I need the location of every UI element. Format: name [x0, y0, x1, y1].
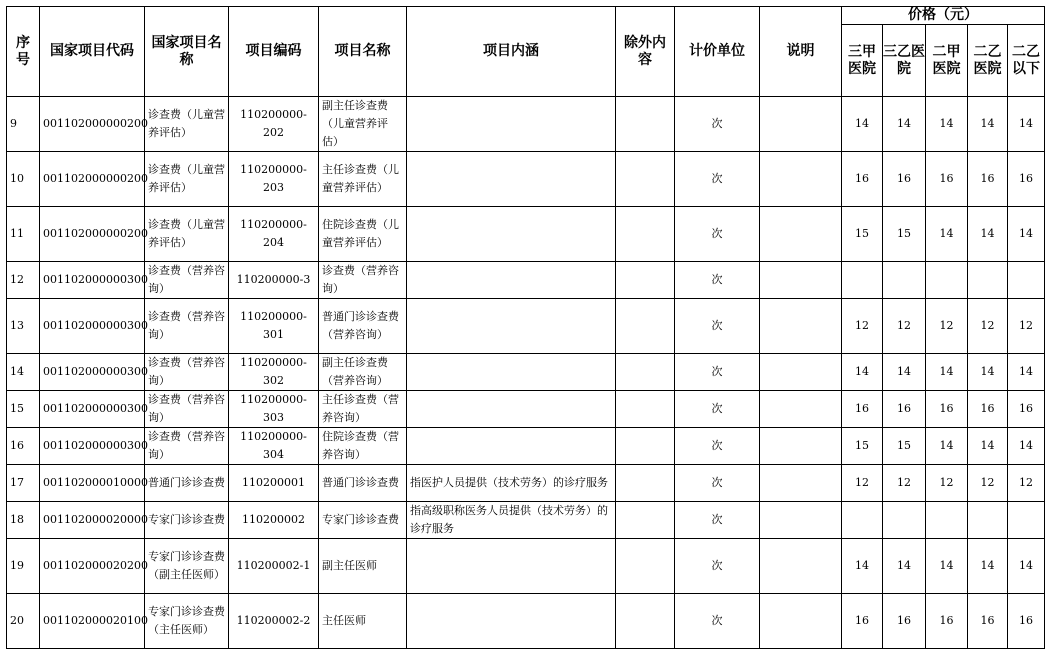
- cell-national-name: 专家门诊诊查费: [145, 502, 229, 539]
- cell-note: [760, 354, 842, 391]
- table-row: [7, 594, 1045, 649]
- cell-note: [760, 207, 842, 262]
- cell-item-code: 110200000-202: [229, 97, 319, 152]
- header-item-code: 项目编码: [229, 7, 319, 97]
- cell-price: 16: [842, 594, 883, 649]
- header-price-level: 二乙医院: [968, 25, 1008, 97]
- header-price-level: 二甲医院: [926, 25, 968, 97]
- cell-price: 14: [926, 207, 968, 262]
- cell-item-code: 110200000-303: [229, 391, 319, 428]
- cell-price: 12: [926, 299, 968, 354]
- cell-item-code: 110200000-304: [229, 428, 319, 465]
- cell-price: 16: [968, 391, 1008, 428]
- cell-seq: 10: [7, 152, 40, 207]
- cell-item-code: 110200000-301: [229, 299, 319, 354]
- cell-price: 14: [883, 539, 926, 594]
- cell-price: 16: [842, 152, 883, 207]
- cell-price: 16: [926, 391, 968, 428]
- cell-national-name: 诊查费（儿童营养评估）: [145, 152, 229, 207]
- table-row: [7, 465, 1045, 502]
- cell-item-name: 副主任诊查费（营养咨询）: [319, 354, 407, 391]
- cell-price: 12: [1008, 465, 1045, 502]
- cell-note: [760, 465, 842, 502]
- cell-seq: 17: [7, 465, 40, 502]
- cell-note: [760, 502, 842, 539]
- cell-price: [842, 262, 883, 299]
- cell-price: 14: [1008, 539, 1045, 594]
- cell-price: 14: [926, 428, 968, 465]
- cell-price: 12: [883, 465, 926, 502]
- cell-national-code: 001102000000300: [40, 391, 145, 428]
- cell-price: 15: [883, 207, 926, 262]
- cell-price: 14: [926, 97, 968, 152]
- cell-price: 16: [883, 152, 926, 207]
- cell-national-name: 专家门诊诊查费（主任医师）: [145, 594, 229, 649]
- header-price-level: 三甲医院: [842, 25, 883, 97]
- cell-price: 14: [968, 207, 1008, 262]
- cell-note: [760, 428, 842, 465]
- cell-price: 14: [842, 354, 883, 391]
- table-row: [7, 207, 1045, 262]
- cell-price: 12: [1008, 299, 1045, 354]
- cell-seq: 15: [7, 391, 40, 428]
- cell-excluded: [616, 207, 675, 262]
- cell-item-code: 110200000-204: [229, 207, 319, 262]
- table-row: [7, 502, 1045, 539]
- cell-item-code: 110200002: [229, 502, 319, 539]
- cell-price: 14: [968, 97, 1008, 152]
- cell-item-code: 110200000-203: [229, 152, 319, 207]
- cell-national-code: 001102000020200: [40, 539, 145, 594]
- cell-content: 指医护人员提供（技术劳务）的诊疗服务: [407, 465, 616, 502]
- cell-price: 16: [968, 594, 1008, 649]
- table-row: [7, 152, 1045, 207]
- header-seq: 序号: [7, 7, 40, 97]
- cell-note: [760, 97, 842, 152]
- cell-item-code: 110200000-3: [229, 262, 319, 299]
- cell-price: [883, 262, 926, 299]
- table-row: [7, 428, 1045, 465]
- cell-price: 16: [1008, 152, 1045, 207]
- cell-unit: 次: [675, 465, 760, 502]
- cell-unit: 次: [675, 299, 760, 354]
- table-body: [7, 97, 1045, 649]
- cell-national-code: 001102000020100: [40, 594, 145, 649]
- cell-seq: 9: [7, 97, 40, 152]
- cell-unit: 次: [675, 428, 760, 465]
- cell-national-name: 诊查费（营养咨询）: [145, 299, 229, 354]
- cell-price: 14: [1008, 428, 1045, 465]
- cell-note: [760, 594, 842, 649]
- cell-price: 16: [883, 391, 926, 428]
- cell-excluded: [616, 465, 675, 502]
- cell-seq: 12: [7, 262, 40, 299]
- cell-seq: 14: [7, 354, 40, 391]
- cell-national-code: 001102000000200: [40, 97, 145, 152]
- table-row: [7, 539, 1045, 594]
- cell-unit: 次: [675, 97, 760, 152]
- cell-item-name: 普通门诊诊查费: [319, 465, 407, 502]
- cell-national-name: 专家门诊诊查费（副主任医师）: [145, 539, 229, 594]
- cell-national-name: 诊查费（营养咨询）: [145, 262, 229, 299]
- cell-national-code: 001102000000300: [40, 354, 145, 391]
- cell-content: 指高级职称医务人员提供（技术劳务）的诊疗服务: [407, 502, 616, 539]
- cell-national-name: 普通门诊诊查费: [145, 465, 229, 502]
- cell-excluded: [616, 502, 675, 539]
- header-price-level: 三乙医院: [883, 25, 926, 97]
- cell-unit: 次: [675, 391, 760, 428]
- cell-price: 12: [842, 299, 883, 354]
- cell-price: 16: [926, 152, 968, 207]
- cell-excluded: [616, 391, 675, 428]
- cell-unit: 次: [675, 152, 760, 207]
- cell-item-code: 110200002-1: [229, 539, 319, 594]
- cell-item-name: 副主任诊查费（儿童营养评估）: [319, 97, 407, 152]
- cell-content: [407, 539, 616, 594]
- cell-price: 14: [968, 354, 1008, 391]
- cell-price: 14: [1008, 207, 1045, 262]
- cell-price: 14: [968, 428, 1008, 465]
- cell-price: [842, 502, 883, 539]
- header-note: 说明: [760, 7, 842, 97]
- cell-unit: 次: [675, 262, 760, 299]
- cell-price: 16: [842, 391, 883, 428]
- cell-item-name: 主任诊查费（营养咨询）: [319, 391, 407, 428]
- cell-content: [407, 97, 616, 152]
- cell-item-name: 主任医师: [319, 594, 407, 649]
- cell-seq: 19: [7, 539, 40, 594]
- cell-national-code: 001102000000200: [40, 152, 145, 207]
- header-national-name: 国家项目名称: [145, 7, 229, 97]
- cell-price: 14: [926, 539, 968, 594]
- cell-note: [760, 539, 842, 594]
- cell-price: 14: [1008, 354, 1045, 391]
- cell-national-code: 001102000020000: [40, 502, 145, 539]
- cell-seq: 16: [7, 428, 40, 465]
- cell-price: 15: [883, 428, 926, 465]
- cell-seq: 20: [7, 594, 40, 649]
- cell-content: [407, 207, 616, 262]
- cell-content: [407, 152, 616, 207]
- cell-item-code: 110200001: [229, 465, 319, 502]
- cell-content: [407, 391, 616, 428]
- price-table: [6, 6, 1045, 649]
- cell-national-code: 001102000000300: [40, 262, 145, 299]
- cell-note: [760, 391, 842, 428]
- cell-item-code: 110200000-302: [229, 354, 319, 391]
- table-row: [7, 97, 1045, 152]
- cell-excluded: [616, 594, 675, 649]
- cell-price: 14: [883, 97, 926, 152]
- cell-unit: 次: [675, 539, 760, 594]
- cell-item-code: 110200002-2: [229, 594, 319, 649]
- cell-price: 12: [883, 299, 926, 354]
- header-price-level: 二乙以下: [1008, 25, 1045, 97]
- cell-note: [760, 299, 842, 354]
- header-national-code: 国家项目代码: [40, 7, 145, 97]
- table-row: [7, 354, 1045, 391]
- cell-price: 16: [1008, 594, 1045, 649]
- table-row: [7, 262, 1045, 299]
- cell-price: 15: [842, 207, 883, 262]
- table-row: [7, 299, 1045, 354]
- cell-item-name: 副主任医师: [319, 539, 407, 594]
- cell-price: 14: [842, 539, 883, 594]
- cell-excluded: [616, 539, 675, 594]
- cell-price: 12: [968, 465, 1008, 502]
- header-item-name: 项目名称: [319, 7, 407, 97]
- cell-unit: 次: [675, 354, 760, 391]
- cell-price: 14: [926, 354, 968, 391]
- cell-price: 16: [968, 152, 1008, 207]
- cell-seq: 18: [7, 502, 40, 539]
- cell-content: [407, 428, 616, 465]
- cell-price: 15: [842, 428, 883, 465]
- cell-content: [407, 594, 616, 649]
- cell-price: [1008, 502, 1045, 539]
- cell-content: [407, 262, 616, 299]
- cell-price: [968, 502, 1008, 539]
- cell-price: [968, 262, 1008, 299]
- cell-price: 12: [968, 299, 1008, 354]
- cell-price: 12: [842, 465, 883, 502]
- cell-note: [760, 152, 842, 207]
- cell-price: [926, 262, 968, 299]
- cell-excluded: [616, 97, 675, 152]
- cell-seq: 11: [7, 207, 40, 262]
- cell-national-name: 诊查费（儿童营养评估）: [145, 97, 229, 152]
- cell-national-name: 诊查费（营养咨询）: [145, 391, 229, 428]
- cell-national-name: 诊查费（营养咨询）: [145, 354, 229, 391]
- cell-national-code: 001102000000300: [40, 428, 145, 465]
- cell-item-name: 主任诊查费（儿童营养评估）: [319, 152, 407, 207]
- cell-national-name: 诊查费（营养咨询）: [145, 428, 229, 465]
- cell-price: 14: [1008, 97, 1045, 152]
- cell-national-name: 诊查费（儿童营养评估）: [145, 207, 229, 262]
- cell-unit: 次: [675, 594, 760, 649]
- cell-item-name: 住院诊查费（营养咨询）: [319, 428, 407, 465]
- cell-price: [1008, 262, 1045, 299]
- cell-price: 16: [926, 594, 968, 649]
- cell-seq: 13: [7, 299, 40, 354]
- cell-price: 16: [1008, 391, 1045, 428]
- header-price-group: 价格（元）: [842, 7, 1045, 25]
- cell-national-code: 001102000010000: [40, 465, 145, 502]
- cell-price: 14: [883, 354, 926, 391]
- cell-excluded: [616, 152, 675, 207]
- cell-item-name: 普通门诊诊查费（营养咨询）: [319, 299, 407, 354]
- table-row: [7, 391, 1045, 428]
- cell-price: [926, 502, 968, 539]
- cell-national-code: 001102000000200: [40, 207, 145, 262]
- cell-national-code: 001102000000300: [40, 299, 145, 354]
- cell-price: [883, 502, 926, 539]
- cell-content: [407, 299, 616, 354]
- cell-price: 12: [926, 465, 968, 502]
- cell-excluded: [616, 428, 675, 465]
- cell-price: 16: [883, 594, 926, 649]
- cell-price: 14: [842, 97, 883, 152]
- cell-unit: 次: [675, 502, 760, 539]
- header-content: 项目内涵: [407, 7, 616, 97]
- cell-excluded: [616, 262, 675, 299]
- cell-excluded: [616, 354, 675, 391]
- cell-excluded: [616, 299, 675, 354]
- cell-content: [407, 354, 616, 391]
- cell-item-name: 专家门诊诊查费: [319, 502, 407, 539]
- header-unit: 计价单位: [675, 7, 760, 97]
- cell-note: [760, 262, 842, 299]
- header-excluded: 除外内容: [616, 7, 675, 97]
- cell-item-name: 诊查费（营养咨询）: [319, 262, 407, 299]
- cell-price: 14: [968, 539, 1008, 594]
- cell-unit: 次: [675, 207, 760, 262]
- cell-item-name: 住院诊查费（儿童营养评估）: [319, 207, 407, 262]
